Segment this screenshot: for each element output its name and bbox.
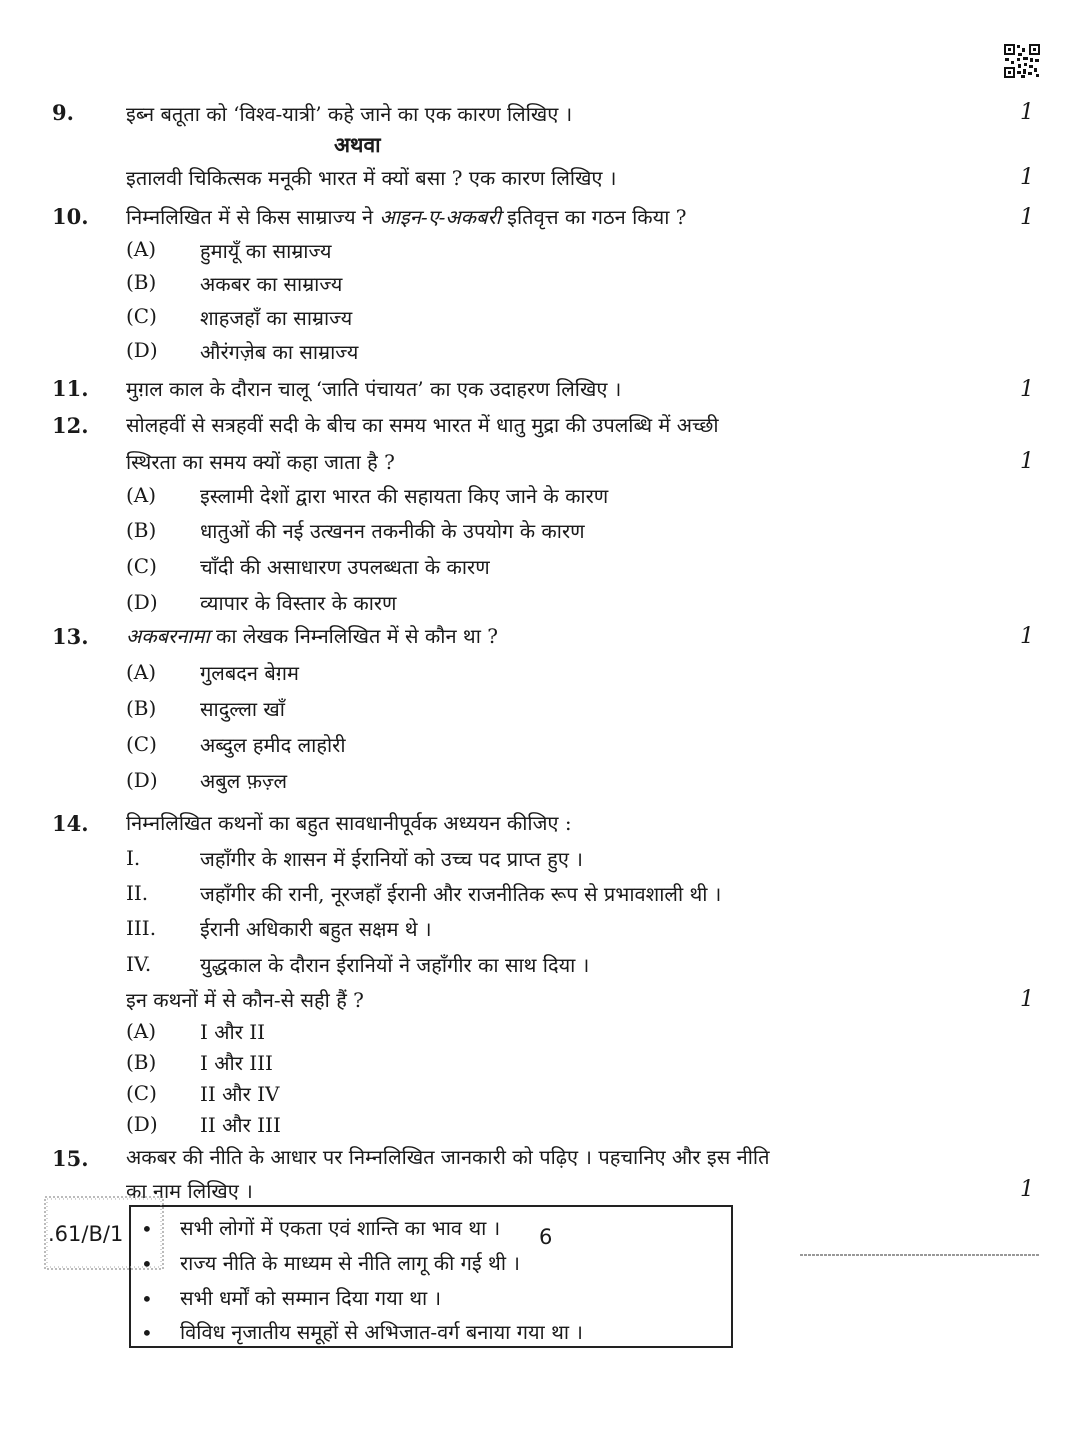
question-text-line: सोलहवीं से सत्रहवीं सदी के बीच का समय भारत में धातु मुद्रा की उपलब्धि में अच्छी bbox=[126, 413, 719, 437]
option-text: इस्लामी देशों द्वारा भारत की सहायता किए जाने के कारण bbox=[200, 484, 609, 508]
option-text: शाहजहाँ का साम्राज्य bbox=[200, 306, 353, 330]
option-label: (C) bbox=[126, 554, 157, 578]
page-number: 6 bbox=[539, 1225, 553, 1249]
statement-label: IV. bbox=[126, 952, 152, 976]
bullet-icon: • bbox=[141, 1321, 153, 1345]
bullet-text: राज्य नीति के माध्यम से नीति लागू की गई थी । bbox=[180, 1251, 520, 1275]
question-mark: 1 bbox=[1020, 100, 1034, 125]
option-text: धातुओं की नई उत्खनन तकनीकी के उपयोग के कारण bbox=[200, 519, 585, 543]
option-label: (C) bbox=[126, 304, 157, 328]
question-mark: 1 bbox=[1020, 377, 1034, 402]
option-label: (A) bbox=[126, 1019, 157, 1043]
option-text: व्यापार के विस्तार के कारण bbox=[200, 591, 397, 615]
question-alt-mark: 1 bbox=[1020, 165, 1034, 190]
option-text: सादुल्ला खाँ bbox=[200, 697, 285, 721]
question-number: 10. bbox=[52, 204, 89, 229]
bullet-text: विविध नृजातीय समूहों से अभिजात-वर्ग बनाया गया था । bbox=[180, 1320, 583, 1344]
option-text: I और II bbox=[200, 1020, 266, 1044]
question-number: 13. bbox=[52, 624, 89, 649]
book-title: अकबरनामा bbox=[126, 624, 210, 648]
question-number: 9. bbox=[52, 100, 74, 125]
option-label: (C) bbox=[126, 1081, 157, 1105]
question-mark: 1 bbox=[1020, 449, 1034, 474]
question-text: अकबरनामा का लेखक निम्नलिखित में से कौन था ? bbox=[126, 624, 498, 648]
question-subtext: इन कथनों में से कौन-से सही हैं ? bbox=[126, 988, 364, 1012]
option-label: (B) bbox=[126, 270, 157, 294]
option-label: (D) bbox=[126, 768, 158, 792]
question-number: 15. bbox=[52, 1146, 89, 1171]
option-text: चाँदी की असाधारण उपलब्धता के कारण bbox=[200, 555, 490, 579]
paper-code: .61/B/1 bbox=[48, 1222, 124, 1246]
question-mark: 1 bbox=[1020, 624, 1034, 649]
question-text: मुग़ल काल के दौरान चालू ‘जाति पंचायत’ का एक उदाहरण लिखिए । bbox=[126, 377, 622, 401]
statement-text: ईरानी अधिकारी बहुत सक्षम थे । bbox=[200, 917, 432, 941]
bullet-icon: • bbox=[141, 1217, 153, 1241]
question-text-line: अकबर की नीति के आधार पर निम्नलिखित जानकारी को पढ़िए । पहचानिए और इस नीति bbox=[126, 1145, 770, 1169]
or-divider: अथवा bbox=[334, 132, 381, 157]
statement-label: I. bbox=[126, 846, 141, 870]
question-text-line: का नाम लिखिए । bbox=[126, 1179, 253, 1203]
bullet-text: सभी लोगों में एकता एवं शान्ति का भाव था । bbox=[180, 1216, 501, 1240]
question-number: 14. bbox=[52, 811, 89, 836]
option-text: औरंगज़ेब का साम्राज्य bbox=[200, 340, 359, 364]
option-label: (D) bbox=[126, 338, 158, 362]
footer-microtext-decoration bbox=[800, 1252, 1040, 1258]
bullet-icon: • bbox=[141, 1252, 153, 1276]
option-text: गुलबदन बेग़म bbox=[200, 661, 299, 685]
question-number: 11. bbox=[52, 376, 89, 401]
option-label: (D) bbox=[126, 1112, 158, 1136]
option-text: II और III bbox=[200, 1113, 281, 1137]
qr-code-icon bbox=[1003, 43, 1041, 79]
option-label: (A) bbox=[126, 237, 157, 261]
statement-text: जहाँगीर के शासन में ईरानियों को उच्च पद प्राप्त हुए । bbox=[200, 847, 583, 871]
option-text: I और III bbox=[200, 1051, 273, 1075]
question-text-line: स्थिरता का समय क्यों कहा जाता है ? bbox=[126, 450, 395, 474]
option-label: (B) bbox=[126, 696, 157, 720]
bullet-text: सभी धर्मों को सम्मान दिया गया था । bbox=[180, 1286, 442, 1310]
book-title: आइन-ए-अकबरी bbox=[379, 205, 501, 229]
option-label: (B) bbox=[126, 1050, 157, 1074]
option-text: हुमायूँ का साम्राज्य bbox=[200, 239, 332, 263]
question-text: निम्नलिखित कथनों का बहुत सावधानीपूर्वक अध्ययन कीजिए : bbox=[126, 811, 572, 835]
option-text: अकबर का साम्राज्य bbox=[200, 272, 343, 296]
question-alt-text: इतालवी चिकित्सक मनूकी भारत में क्यों बसा ? एक कारण लिखिए । bbox=[126, 166, 617, 190]
statement-text: युद्धकाल के दौरान ईरानियों ने जहाँगीर का साथ दिया । bbox=[200, 953, 590, 977]
question-mark: 1 bbox=[1020, 987, 1034, 1012]
question-text: इब्न बतूता को ‘विश्व-यात्री’ कहे जाने का एक कारण लिखिए । bbox=[126, 102, 573, 126]
option-text: अबुल फ़ज़्ल bbox=[200, 769, 288, 793]
option-label: (A) bbox=[126, 483, 157, 507]
option-text: अब्दुल हमीद लाहोरी bbox=[200, 733, 346, 757]
bullet-icon: • bbox=[141, 1287, 153, 1311]
statement-text: जहाँगीर की रानी, नूरजहाँ ईरानी और राजनीतिक रूप से प्रभावशाली थी । bbox=[200, 882, 722, 906]
statement-label: II. bbox=[126, 881, 149, 905]
option-text: II और IV bbox=[200, 1082, 280, 1106]
question-text: निम्नलिखित में से किस साम्राज्य ने आइन-ए-अकबरी इतिवृत्त का गठन किया ? bbox=[126, 205, 687, 229]
question-mark: 1 bbox=[1020, 205, 1034, 230]
statement-label: III. bbox=[126, 916, 157, 940]
question-mark: 1 bbox=[1020, 1177, 1034, 1202]
option-label: (B) bbox=[126, 518, 157, 542]
question-number: 12. bbox=[52, 413, 89, 438]
option-label: (C) bbox=[126, 732, 157, 756]
option-label: (D) bbox=[126, 590, 158, 614]
option-label: (A) bbox=[126, 660, 157, 684]
